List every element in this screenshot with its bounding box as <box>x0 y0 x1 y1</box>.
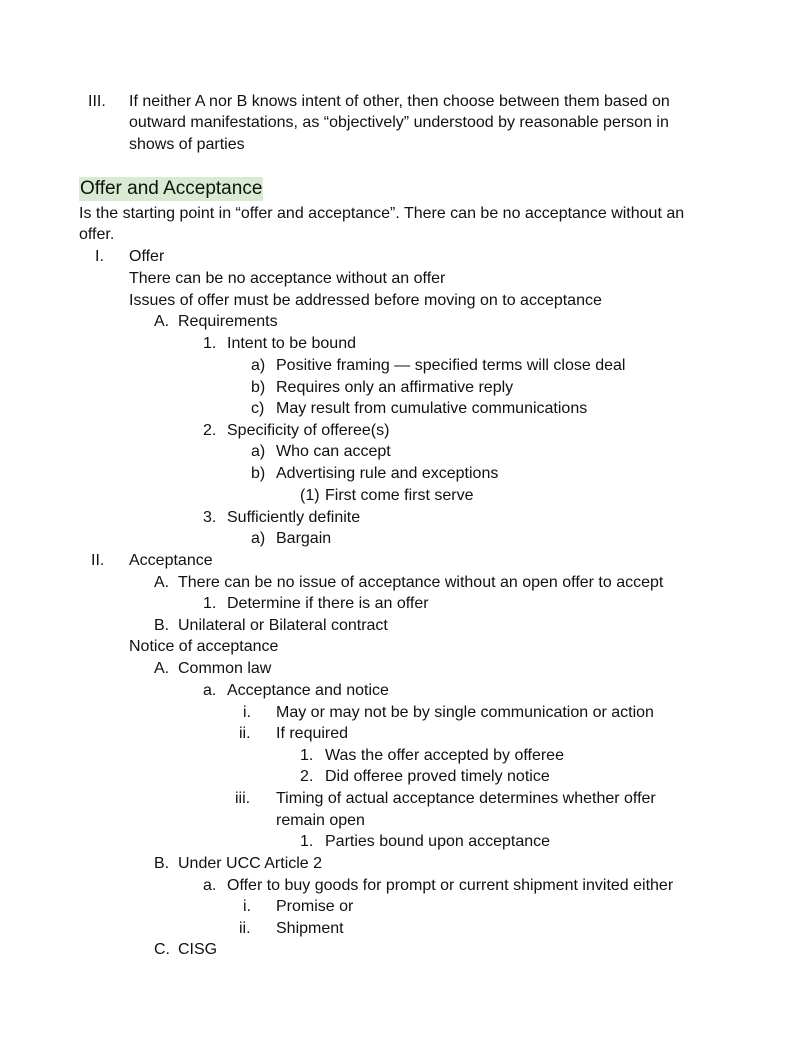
list-item-text: Common law <box>178 660 272 677</box>
list-marker: II. <box>91 552 105 569</box>
list-marker: 2. <box>300 768 314 785</box>
list-marker: (1) <box>300 487 320 504</box>
list-item-text: shows of parties <box>129 136 245 153</box>
list-item-text: There can be no acceptance without an offer <box>129 270 446 287</box>
list-marker: ii. <box>239 725 251 742</box>
list-marker: B. <box>154 855 170 872</box>
paragraph-line: offer. <box>79 226 115 243</box>
list-item-text: First come first serve <box>325 487 474 504</box>
list-marker: 1. <box>300 747 314 764</box>
list-item-text: May result from cumulative communications <box>276 400 588 417</box>
list-item-text: remain open <box>276 812 365 829</box>
list-marker: c) <box>251 400 265 417</box>
list-marker: 2. <box>203 422 217 439</box>
list-marker: A. <box>154 313 170 330</box>
list-item-text: Did offeree proved timely notice <box>325 768 550 785</box>
list-item-text: Notice of acceptance <box>129 638 279 655</box>
list-marker: ii. <box>239 920 251 937</box>
list-marker: 1. <box>203 595 217 612</box>
list-item-text: Advertising rule and exceptions <box>276 465 499 482</box>
list-marker: 1. <box>300 833 314 850</box>
list-item-text: Sufficiently definite <box>227 509 361 526</box>
list-item-text: May or may not be by single communication or action <box>276 704 654 721</box>
list-item-text: Determine if there is an offer <box>227 595 429 612</box>
list-item-text: Parties bound upon acceptance <box>325 833 551 850</box>
list-item-text: CISG <box>178 941 218 958</box>
list-item-text: Offer to buy goods for prompt or current shipment invited either <box>227 877 674 894</box>
list-item-text: Promise or <box>276 898 354 915</box>
list-marker: i. <box>243 704 251 721</box>
list-item-text: Positive framing — specified terms will close deal <box>276 357 626 374</box>
list-marker: C. <box>154 941 170 958</box>
list-marker: a. <box>203 877 217 894</box>
paragraph-line: Is the starting point in “offer and acceptance”. There can be no acceptance without an <box>79 205 685 222</box>
list-item-text: Requirements <box>178 313 278 330</box>
list-marker: a. <box>203 682 217 699</box>
list-item-text: Bargain <box>276 530 332 547</box>
list-item-text: If neither A nor B knows intent of other, then choose between them based on <box>129 93 670 110</box>
list-marker: i. <box>243 898 251 915</box>
list-marker: III. <box>88 93 106 110</box>
list-marker: 1. <box>203 335 217 352</box>
list-item-text: Was the offer accepted by offeree <box>325 747 564 764</box>
list-marker: a) <box>251 443 266 460</box>
list-marker: iii. <box>235 790 251 807</box>
list-item-text: Acceptance and notice <box>227 682 389 699</box>
list-marker: b) <box>251 465 266 482</box>
list-item-text: Offer <box>129 248 165 265</box>
list-item-text: Specificity of offeree(s) <box>227 422 390 439</box>
list-item-text: If required <box>276 725 349 742</box>
list-item-text: Unilateral or Bilateral contract <box>178 617 388 634</box>
list-marker: a) <box>251 357 266 374</box>
list-item-text: There can be no issue of acceptance without an open offer to accept <box>178 574 664 591</box>
list-item-text: Acceptance <box>129 552 213 569</box>
list-item-text: outward manifestations, as “objectively” understood by reasonable person in <box>129 114 669 131</box>
list-marker: I. <box>95 248 104 265</box>
list-item-text: Shipment <box>276 920 344 937</box>
list-marker: a) <box>251 530 266 547</box>
list-marker: b) <box>251 379 266 396</box>
list-marker: A. <box>154 660 170 677</box>
list-item-text: Under UCC Article 2 <box>178 855 323 872</box>
list-marker: 3. <box>203 509 217 526</box>
list-item-text: Issues of offer must be addressed before moving on to acceptance <box>129 292 602 309</box>
list-item-text: Timing of actual acceptance determines whether offer <box>276 790 656 807</box>
list-item-text: Who can accept <box>276 443 391 460</box>
section-heading: Offer and Acceptance <box>80 178 263 199</box>
list-marker: A. <box>154 574 170 591</box>
list-marker: B. <box>154 617 170 634</box>
list-item-text: Intent to be bound <box>227 335 356 352</box>
list-item-text: Requires only an affirmative reply <box>276 379 514 396</box>
